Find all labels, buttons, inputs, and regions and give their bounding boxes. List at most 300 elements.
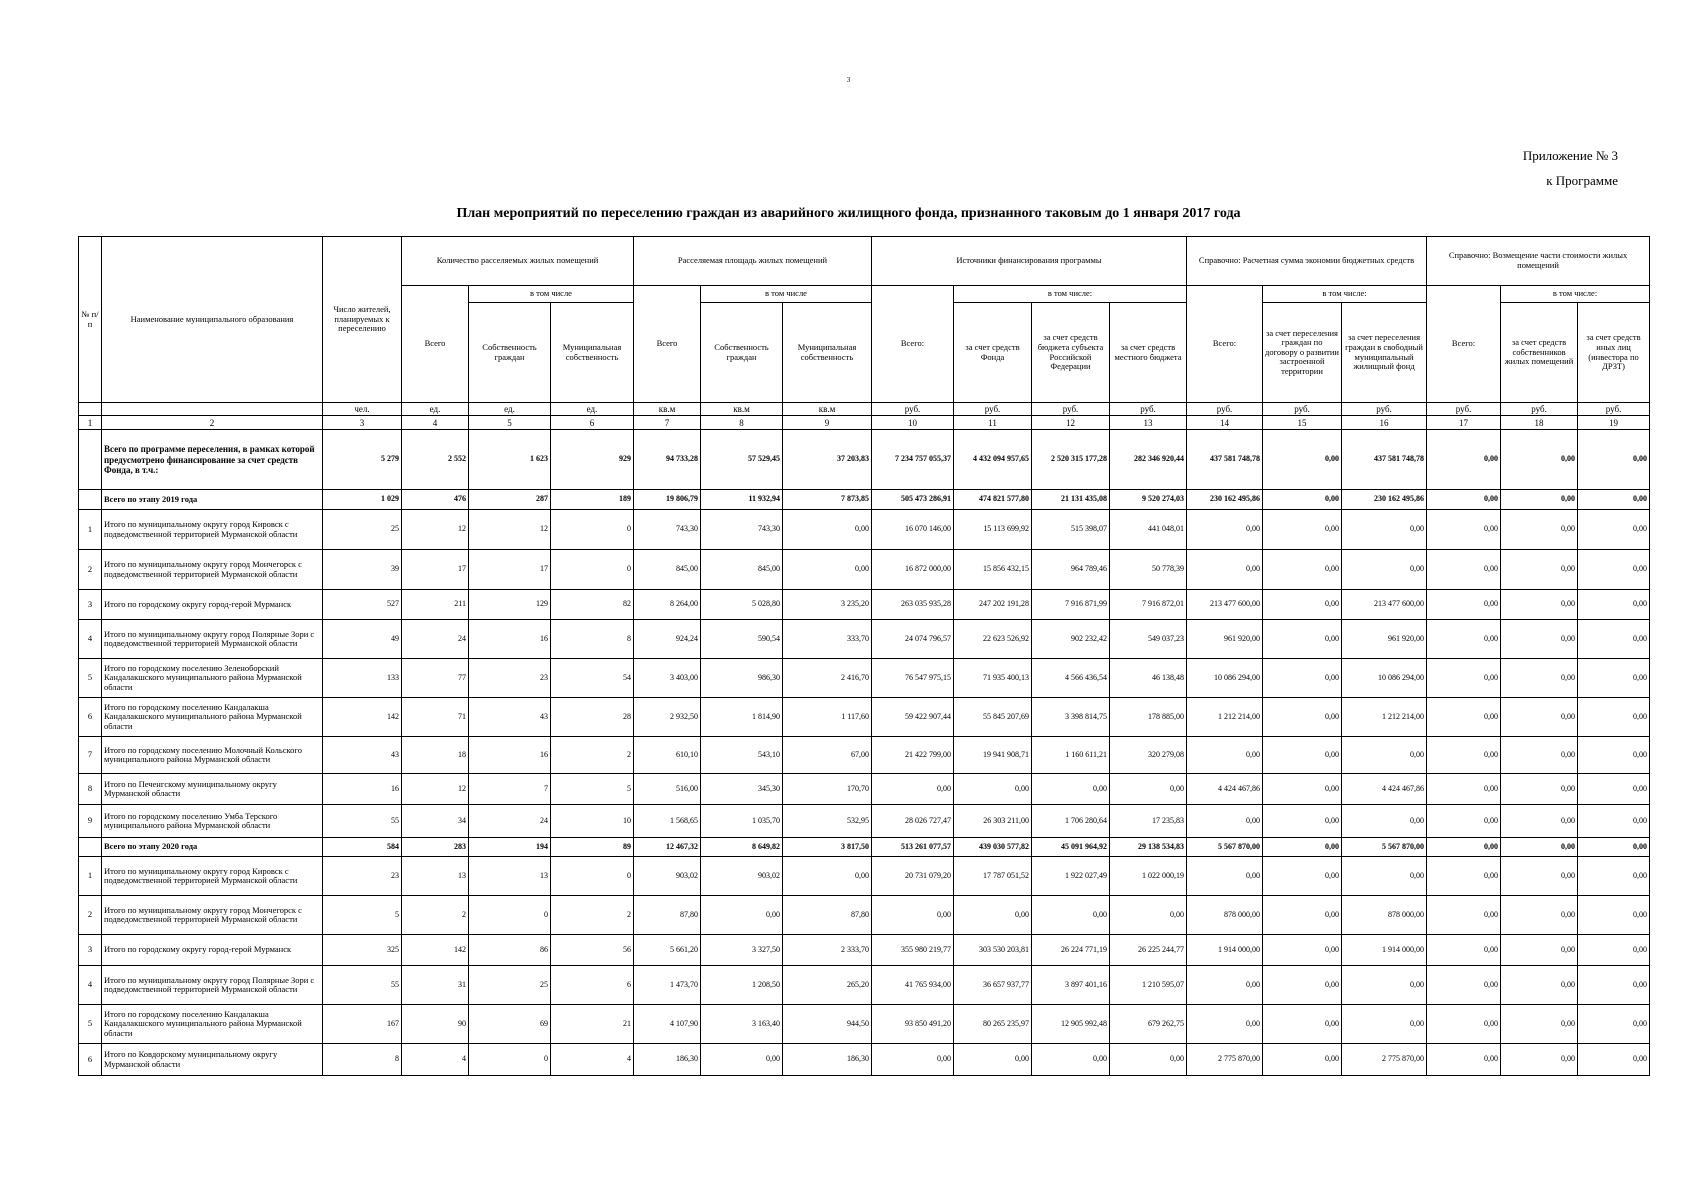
value-cell: 17 787 051,52 bbox=[954, 857, 1032, 896]
value-cell: 0,00 bbox=[1427, 698, 1501, 737]
value-cell: 133 bbox=[323, 659, 402, 698]
value-cell: 4 566 436,54 bbox=[1032, 659, 1110, 698]
value-cell: 1 160 611,21 bbox=[1032, 737, 1110, 774]
municipality-name: Всего по программе переселения, в рамках которой предусмотрено финансирование за счет средств Фонда, в т.ч.: bbox=[102, 430, 323, 490]
value-cell: 0,00 bbox=[872, 774, 954, 805]
row-number: 4 bbox=[79, 620, 102, 659]
municipality-name: Итого по городскому округу город-герой Мурманск bbox=[102, 935, 323, 966]
value-cell: 16 bbox=[469, 737, 551, 774]
value-cell: 28 026 727,47 bbox=[872, 805, 954, 838]
value-cell: 211 bbox=[402, 590, 469, 620]
value-cell: 0,00 bbox=[1263, 896, 1342, 935]
table-row bbox=[79, 1005, 1650, 1044]
value-cell: 944,50 bbox=[783, 1005, 872, 1044]
value-cell: 5 661,20 bbox=[634, 935, 701, 966]
value-cell: 441 048,01 bbox=[1110, 510, 1187, 550]
value-cell: 0,00 bbox=[1501, 805, 1578, 838]
value-cell: 31 bbox=[402, 966, 469, 1005]
value-cell: 0,00 bbox=[1427, 838, 1501, 857]
value-cell: 0,00 bbox=[1427, 857, 1501, 896]
value-cell: 0,00 bbox=[783, 550, 872, 590]
header-group-compensation: Справочно: Возмещение части стоимости жилых помещений bbox=[1427, 237, 1650, 286]
value-cell: 4 424 467,86 bbox=[1342, 774, 1427, 805]
value-cell: 26 224 771,19 bbox=[1032, 935, 1110, 966]
value-cell: 0,00 bbox=[1501, 966, 1578, 1005]
value-cell: 0,00 bbox=[1187, 510, 1263, 550]
header-qty-incl: в том числе bbox=[469, 286, 634, 303]
value-cell: 1 914 000,00 bbox=[1342, 935, 1427, 966]
table-row bbox=[79, 805, 1650, 838]
value-cell: 12 905 992,48 bbox=[1032, 1005, 1110, 1044]
value-cell: 1 212 214,00 bbox=[1342, 698, 1427, 737]
value-cell: 21 422 799,00 bbox=[872, 737, 954, 774]
value-cell: 4 424 467,86 bbox=[1187, 774, 1263, 805]
column-number-cell: 6 bbox=[551, 416, 634, 430]
value-cell: 25 bbox=[469, 966, 551, 1005]
value-cell: 0,00 bbox=[1427, 1044, 1501, 1076]
municipality-name: Итого по муниципальному округу город Кировск с подведомственной территорией Мурманской области bbox=[102, 857, 323, 896]
value-cell: 3 398 814,75 bbox=[1032, 698, 1110, 737]
unit-cell: руб. bbox=[1342, 403, 1427, 416]
value-cell: 903,02 bbox=[701, 857, 783, 896]
municipality-name: Итого по муниципальному округу город Полярные Зори с подведомственной территорией Мурманской области bbox=[102, 966, 323, 1005]
value-cell: 55 845 207,69 bbox=[954, 698, 1032, 737]
value-cell: 49 bbox=[323, 620, 402, 659]
value-cell: 1 022 000,19 bbox=[1110, 857, 1187, 896]
value-cell: 2 bbox=[551, 737, 634, 774]
row-number bbox=[79, 838, 102, 857]
value-cell: 878 000,00 bbox=[1187, 896, 1263, 935]
value-cell: 11 932,94 bbox=[701, 490, 783, 510]
municipality-name: Всего по этапу 2020 года bbox=[102, 838, 323, 857]
value-cell: 679 262,75 bbox=[1110, 1005, 1187, 1044]
column-number-cell: 2 bbox=[102, 416, 323, 430]
municipality-name: Итого по городскому поселению Кандалакша Кандалакшского муниципального района Мурманской области bbox=[102, 698, 323, 737]
value-cell: 282 346 920,44 bbox=[1110, 430, 1187, 490]
value-cell: 19 806,79 bbox=[634, 490, 701, 510]
value-cell: 12 467,32 bbox=[634, 838, 701, 857]
table-row bbox=[79, 590, 1650, 620]
value-cell: 527 bbox=[323, 590, 402, 620]
value-cell: 43 bbox=[469, 698, 551, 737]
value-cell: 86 bbox=[469, 935, 551, 966]
value-cell: 0,00 bbox=[1110, 1044, 1187, 1076]
value-cell: 0,00 bbox=[1263, 935, 1342, 966]
value-cell: 2 775 870,00 bbox=[1342, 1044, 1427, 1076]
value-cell: 437 581 748,78 bbox=[1342, 430, 1427, 490]
value-cell: 2 932,50 bbox=[634, 698, 701, 737]
column-number-cell: 13 bbox=[1110, 416, 1187, 430]
header-comp-incl: в том числе: bbox=[1501, 286, 1650, 303]
value-cell: 437 581 748,78 bbox=[1187, 430, 1263, 490]
value-cell: 1 212 214,00 bbox=[1187, 698, 1263, 737]
value-cell: 69 bbox=[469, 1005, 551, 1044]
row-number: 1 bbox=[79, 510, 102, 550]
column-number-cell: 12 bbox=[1032, 416, 1110, 430]
value-cell: 5 028,80 bbox=[701, 590, 783, 620]
value-cell: 325 bbox=[323, 935, 402, 966]
column-number-cell: 1 bbox=[79, 416, 102, 430]
row-number: 3 bbox=[79, 935, 102, 966]
value-cell: 213 477 600,00 bbox=[1342, 590, 1427, 620]
value-cell: 2 bbox=[402, 896, 469, 935]
row-number: 2 bbox=[79, 896, 102, 935]
value-cell: 8 649,82 bbox=[701, 838, 783, 857]
value-cell: 2 552 bbox=[402, 430, 469, 490]
header-area-own-citizens: Собственность граждан bbox=[701, 303, 783, 403]
value-cell: 3 897 401,16 bbox=[1032, 966, 1110, 1005]
value-cell: 26 225 244,77 bbox=[1110, 935, 1187, 966]
header-area-own-municipal: Муниципальная собственность bbox=[783, 303, 872, 403]
unit-cell: руб. bbox=[1110, 403, 1187, 416]
value-cell: 0,00 bbox=[1427, 490, 1501, 510]
value-cell: 57 529,45 bbox=[701, 430, 783, 490]
value-cell: 0,00 bbox=[701, 1044, 783, 1076]
value-cell: 1 210 595,07 bbox=[1110, 966, 1187, 1005]
value-cell: 1 922 027,49 bbox=[1032, 857, 1110, 896]
value-cell: 590,54 bbox=[701, 620, 783, 659]
value-cell: 230 162 495,86 bbox=[1187, 490, 1263, 510]
value-cell: 12 bbox=[469, 510, 551, 550]
value-cell: 23 bbox=[323, 857, 402, 896]
value-cell: 0,00 bbox=[1342, 857, 1427, 896]
value-cell: 17 235,83 bbox=[1110, 805, 1187, 838]
value-cell: 167 bbox=[323, 1005, 402, 1044]
value-cell: 0,00 bbox=[1342, 805, 1427, 838]
value-cell: 1 117,60 bbox=[783, 698, 872, 737]
value-cell: 0,00 bbox=[1501, 620, 1578, 659]
table-row bbox=[79, 550, 1650, 590]
value-cell: 0,00 bbox=[1578, 896, 1650, 935]
unit-cell: руб. bbox=[1032, 403, 1110, 416]
value-cell: 39 bbox=[323, 550, 402, 590]
program-total-row bbox=[79, 430, 1650, 490]
header-econ-free-fund: за счет переселения граждан в свободный муниципальный жилищный фонд bbox=[1342, 303, 1427, 403]
value-cell: 1 914 000,00 bbox=[1187, 935, 1263, 966]
value-cell: 21 131 435,08 bbox=[1032, 490, 1110, 510]
header-fin-subject: за счет средств бюджета субъекта Российской Федерации bbox=[1032, 303, 1110, 403]
value-cell: 0,00 bbox=[1110, 774, 1187, 805]
value-cell: 924,24 bbox=[634, 620, 701, 659]
value-cell: 50 778,39 bbox=[1110, 550, 1187, 590]
value-cell: 19 941 908,71 bbox=[954, 737, 1032, 774]
value-cell: 845,00 bbox=[701, 550, 783, 590]
row-number: 3 bbox=[79, 590, 102, 620]
value-cell: 0,00 bbox=[1578, 966, 1650, 1005]
value-cell: 186,30 bbox=[634, 1044, 701, 1076]
value-cell: 25 bbox=[323, 510, 402, 550]
value-cell: 29 138 534,83 bbox=[1110, 838, 1187, 857]
value-cell: 10 bbox=[551, 805, 634, 838]
value-cell: 94 733,28 bbox=[634, 430, 701, 490]
header-fin-local: за счет средств местного бюджета bbox=[1110, 303, 1187, 403]
value-cell: 439 030 577,82 bbox=[954, 838, 1032, 857]
value-cell: 0,00 bbox=[1032, 774, 1110, 805]
value-cell: 17 bbox=[402, 550, 469, 590]
value-cell: 355 980 219,77 bbox=[872, 935, 954, 966]
row-number: 5 bbox=[79, 1005, 102, 1044]
value-cell: 0,00 bbox=[1578, 620, 1650, 659]
municipality-name: Итого по городскому округу город-герой Мурманск bbox=[102, 590, 323, 620]
value-cell: 0,00 bbox=[1263, 1044, 1342, 1076]
value-cell: 610,10 bbox=[634, 737, 701, 774]
value-cell: 0,00 bbox=[1578, 935, 1650, 966]
value-cell: 4 bbox=[551, 1044, 634, 1076]
value-cell: 17 bbox=[469, 550, 551, 590]
value-cell: 87,80 bbox=[783, 896, 872, 935]
value-cell: 0,00 bbox=[1032, 896, 1110, 935]
value-cell: 0,00 bbox=[1578, 550, 1650, 590]
column-number-cell: 4 bbox=[402, 416, 469, 430]
value-cell: 0,00 bbox=[954, 774, 1032, 805]
value-cell: 5 567 870,00 bbox=[1187, 838, 1263, 857]
header-comp-other: за счет средств иных лиц (инвестора по ДРЗТ) bbox=[1578, 303, 1650, 403]
value-cell: 8 bbox=[323, 1044, 402, 1076]
municipality-name: Итого по муниципальному округу город Мончегорск с подведомственной территорией Мурманской области bbox=[102, 550, 323, 590]
unit-cell: кв.м bbox=[701, 403, 783, 416]
header-name: Наименование муниципального образования bbox=[102, 237, 323, 403]
header-qty-own-municipal: Муниципальная собственность bbox=[551, 303, 634, 403]
value-cell: 0,00 bbox=[954, 896, 1032, 935]
value-cell: 1 208,50 bbox=[701, 966, 783, 1005]
value-cell: 28 bbox=[551, 698, 634, 737]
value-cell: 21 bbox=[551, 1005, 634, 1044]
value-cell: 320 279,08 bbox=[1110, 737, 1187, 774]
column-number-cell: 18 bbox=[1501, 416, 1578, 430]
header-qty-total: Всего bbox=[402, 286, 469, 403]
value-cell: 0,00 bbox=[1263, 966, 1342, 1005]
value-cell: 93 850 491,20 bbox=[872, 1005, 954, 1044]
row-number bbox=[79, 430, 102, 490]
value-cell: 0,00 bbox=[1187, 966, 1263, 1005]
value-cell: 903,02 bbox=[634, 857, 701, 896]
row-number: 5 bbox=[79, 659, 102, 698]
value-cell: 2 520 315 177,28 bbox=[1032, 430, 1110, 490]
value-cell: 87,80 bbox=[634, 896, 701, 935]
value-cell: 67,00 bbox=[783, 737, 872, 774]
value-cell: 2 bbox=[551, 896, 634, 935]
value-cell: 15 113 699,92 bbox=[954, 510, 1032, 550]
appendix-line-2: к Программе bbox=[1546, 173, 1618, 188]
value-cell: 0,00 bbox=[1501, 550, 1578, 590]
value-cell: 532,95 bbox=[783, 805, 872, 838]
municipality-name: Итого по городскому поселению Умба Терского муниципального района Мурманской области bbox=[102, 805, 323, 838]
unit-cell: руб. bbox=[1187, 403, 1263, 416]
value-cell: 0,00 bbox=[1427, 966, 1501, 1005]
value-cell: 0,00 bbox=[1427, 659, 1501, 698]
value-cell: 287 bbox=[469, 490, 551, 510]
value-cell: 0,00 bbox=[1501, 430, 1578, 490]
value-cell: 0,00 bbox=[1187, 857, 1263, 896]
value-cell: 0,00 bbox=[1578, 698, 1650, 737]
document-title: План мероприятий по переселению граждан из аварийного жилищного фонда, признанного таковым до 1 января 2017 года bbox=[456, 206, 1241, 221]
column-number-cell: 5 bbox=[469, 416, 551, 430]
unit-cell bbox=[102, 403, 323, 416]
value-cell: 213 477 600,00 bbox=[1187, 590, 1263, 620]
value-cell: 36 657 937,77 bbox=[954, 966, 1032, 1005]
municipality-name: Итого по городскому поселению Молочный Кольского муниципального района Мурманской области bbox=[102, 737, 323, 774]
value-cell: 0,00 bbox=[1427, 620, 1501, 659]
stage-total-row bbox=[79, 490, 1650, 510]
value-cell: 964 789,46 bbox=[1032, 550, 1110, 590]
value-cell: 71 bbox=[402, 698, 469, 737]
row-number: 8 bbox=[79, 774, 102, 805]
value-cell: 1 473,70 bbox=[634, 966, 701, 1005]
municipality-name: Итого по Ковдорскому муниципальному округу Мурманской области bbox=[102, 1044, 323, 1076]
table-row bbox=[79, 857, 1650, 896]
header-qty-own-citizens: Собственность граждан bbox=[469, 303, 551, 403]
value-cell: 0 bbox=[551, 550, 634, 590]
row-number: 6 bbox=[79, 698, 102, 737]
value-cell: 0,00 bbox=[1342, 737, 1427, 774]
value-cell: 513 261 077,57 bbox=[872, 838, 954, 857]
column-number-cell: 7 bbox=[634, 416, 701, 430]
value-cell: 82 bbox=[551, 590, 634, 620]
value-cell: 0,00 bbox=[1578, 857, 1650, 896]
value-cell: 15 856 432,15 bbox=[954, 550, 1032, 590]
header-group-economy: Справочно: Расчетная сумма экономии бюджетных средств bbox=[1187, 237, 1427, 286]
table-row bbox=[79, 698, 1650, 737]
value-cell: 345,30 bbox=[701, 774, 783, 805]
header-comp-owners: за счет средств собственников жилых помещений bbox=[1501, 303, 1578, 403]
value-cell: 56 bbox=[551, 935, 634, 966]
value-cell: 7 bbox=[469, 774, 551, 805]
value-cell: 0,00 bbox=[1578, 430, 1650, 490]
value-cell: 0,00 bbox=[783, 510, 872, 550]
value-cell: 13 bbox=[402, 857, 469, 896]
table-row bbox=[79, 966, 1650, 1005]
unit-cell: ед. bbox=[551, 403, 634, 416]
unit-cell: кв.м bbox=[783, 403, 872, 416]
value-cell: 2 775 870,00 bbox=[1187, 1044, 1263, 1076]
value-cell: 0,00 bbox=[1427, 430, 1501, 490]
value-cell: 0,00 bbox=[1187, 1005, 1263, 1044]
value-cell: 1 623 bbox=[469, 430, 551, 490]
column-number-cell: 8 bbox=[701, 416, 783, 430]
value-cell: 0,00 bbox=[1342, 1005, 1427, 1044]
municipality-name: Итого по Печенгскому муниципальному округу Мурманской области bbox=[102, 774, 323, 805]
column-number-cell: 14 bbox=[1187, 416, 1263, 430]
value-cell: 0,00 bbox=[1187, 737, 1263, 774]
column-number-cell: 19 bbox=[1578, 416, 1650, 430]
table-row bbox=[79, 510, 1650, 550]
value-cell: 129 bbox=[469, 590, 551, 620]
municipality-name: Итого по муниципальному округу город Мончегорск с подведомственной территорией Мурманской области bbox=[102, 896, 323, 935]
column-number-cell: 15 bbox=[1263, 416, 1342, 430]
value-cell: 961 920,00 bbox=[1342, 620, 1427, 659]
header-econ-incl: в том числе: bbox=[1263, 286, 1427, 303]
value-cell: 333,70 bbox=[783, 620, 872, 659]
value-cell: 265,20 bbox=[783, 966, 872, 1005]
value-cell: 194 bbox=[469, 838, 551, 857]
value-cell: 1 706 280,64 bbox=[1032, 805, 1110, 838]
value-cell: 0,00 bbox=[1032, 1044, 1110, 1076]
value-cell: 10 086 294,00 bbox=[1342, 659, 1427, 698]
value-cell: 8 264,00 bbox=[634, 590, 701, 620]
value-cell: 0,00 bbox=[1427, 896, 1501, 935]
value-cell: 505 473 286,91 bbox=[872, 490, 954, 510]
value-cell: 0 bbox=[469, 1044, 551, 1076]
value-cell: 12 bbox=[402, 774, 469, 805]
value-cell: 0,00 bbox=[1263, 430, 1342, 490]
value-cell: 0,00 bbox=[1501, 1005, 1578, 1044]
value-cell: 0,00 bbox=[1342, 510, 1427, 550]
value-cell: 0 bbox=[469, 896, 551, 935]
column-number-cell: 3 bbox=[323, 416, 402, 430]
value-cell: 283 bbox=[402, 838, 469, 857]
value-cell: 0,00 bbox=[1501, 590, 1578, 620]
header-comp-total: Всего: bbox=[1427, 286, 1501, 403]
value-cell: 0,00 bbox=[1501, 1044, 1578, 1076]
table-row bbox=[79, 620, 1650, 659]
value-cell: 0,00 bbox=[1578, 737, 1650, 774]
value-cell: 0,00 bbox=[1427, 550, 1501, 590]
header-econ-total: Всего: bbox=[1187, 286, 1263, 403]
column-number-cell: 17 bbox=[1427, 416, 1501, 430]
value-cell: 0,00 bbox=[1578, 590, 1650, 620]
value-cell: 16 070 146,00 bbox=[872, 510, 954, 550]
value-cell: 71 935 400,13 bbox=[954, 659, 1032, 698]
value-cell: 142 bbox=[323, 698, 402, 737]
header-residents: Число жителей, планируемых к переселению bbox=[323, 237, 402, 403]
row-number: 7 bbox=[79, 737, 102, 774]
header-no: № п/п bbox=[79, 237, 102, 403]
row-number: 1 bbox=[79, 857, 102, 896]
value-cell: 89 bbox=[551, 838, 634, 857]
value-cell: 1 035,70 bbox=[701, 805, 783, 838]
value-cell: 0,00 bbox=[1578, 1005, 1650, 1044]
value-cell: 0,00 bbox=[1501, 774, 1578, 805]
value-cell: 9 520 274,03 bbox=[1110, 490, 1187, 510]
value-cell: 189 bbox=[551, 490, 634, 510]
value-cell: 0,00 bbox=[1263, 659, 1342, 698]
table-row bbox=[79, 935, 1650, 966]
value-cell: 41 765 934,00 bbox=[872, 966, 954, 1005]
value-cell: 0,00 bbox=[1263, 620, 1342, 659]
row-number: 2 bbox=[79, 550, 102, 590]
unit-cell bbox=[79, 403, 102, 416]
value-cell: 961 920,00 bbox=[1187, 620, 1263, 659]
value-cell: 37 203,83 bbox=[783, 430, 872, 490]
value-cell: 247 202 191,28 bbox=[954, 590, 1032, 620]
value-cell: 5 bbox=[551, 774, 634, 805]
value-cell: 902 232,42 bbox=[1032, 620, 1110, 659]
unit-cell: руб. bbox=[1501, 403, 1578, 416]
row-number: 4 bbox=[79, 966, 102, 1005]
value-cell: 0,00 bbox=[1578, 510, 1650, 550]
stage-total-row bbox=[79, 838, 1650, 857]
header-group-area: Расселяемая площадь жилых помещений bbox=[634, 237, 872, 286]
value-cell: 0,00 bbox=[1578, 774, 1650, 805]
value-cell: 0 bbox=[551, 510, 634, 550]
value-cell: 5 bbox=[323, 896, 402, 935]
value-cell: 80 265 235,97 bbox=[954, 1005, 1032, 1044]
value-cell: 55 bbox=[323, 805, 402, 838]
value-cell: 0,00 bbox=[1578, 1044, 1650, 1076]
column-number-cell: 9 bbox=[783, 416, 872, 430]
header-econ-development: за счет переселения граждан по договору о развитии застроенной территории bbox=[1263, 303, 1342, 403]
page-number: 3 bbox=[846, 76, 851, 84]
value-cell: 0,00 bbox=[1427, 774, 1501, 805]
value-cell: 2 416,70 bbox=[783, 659, 872, 698]
value-cell: 0,00 bbox=[1263, 1005, 1342, 1044]
value-cell: 0,00 bbox=[1110, 896, 1187, 935]
value-cell: 34 bbox=[402, 805, 469, 838]
value-cell: 43 bbox=[323, 737, 402, 774]
value-cell: 986,30 bbox=[701, 659, 783, 698]
value-cell: 476 bbox=[402, 490, 469, 510]
value-cell: 24 074 796,57 bbox=[872, 620, 954, 659]
